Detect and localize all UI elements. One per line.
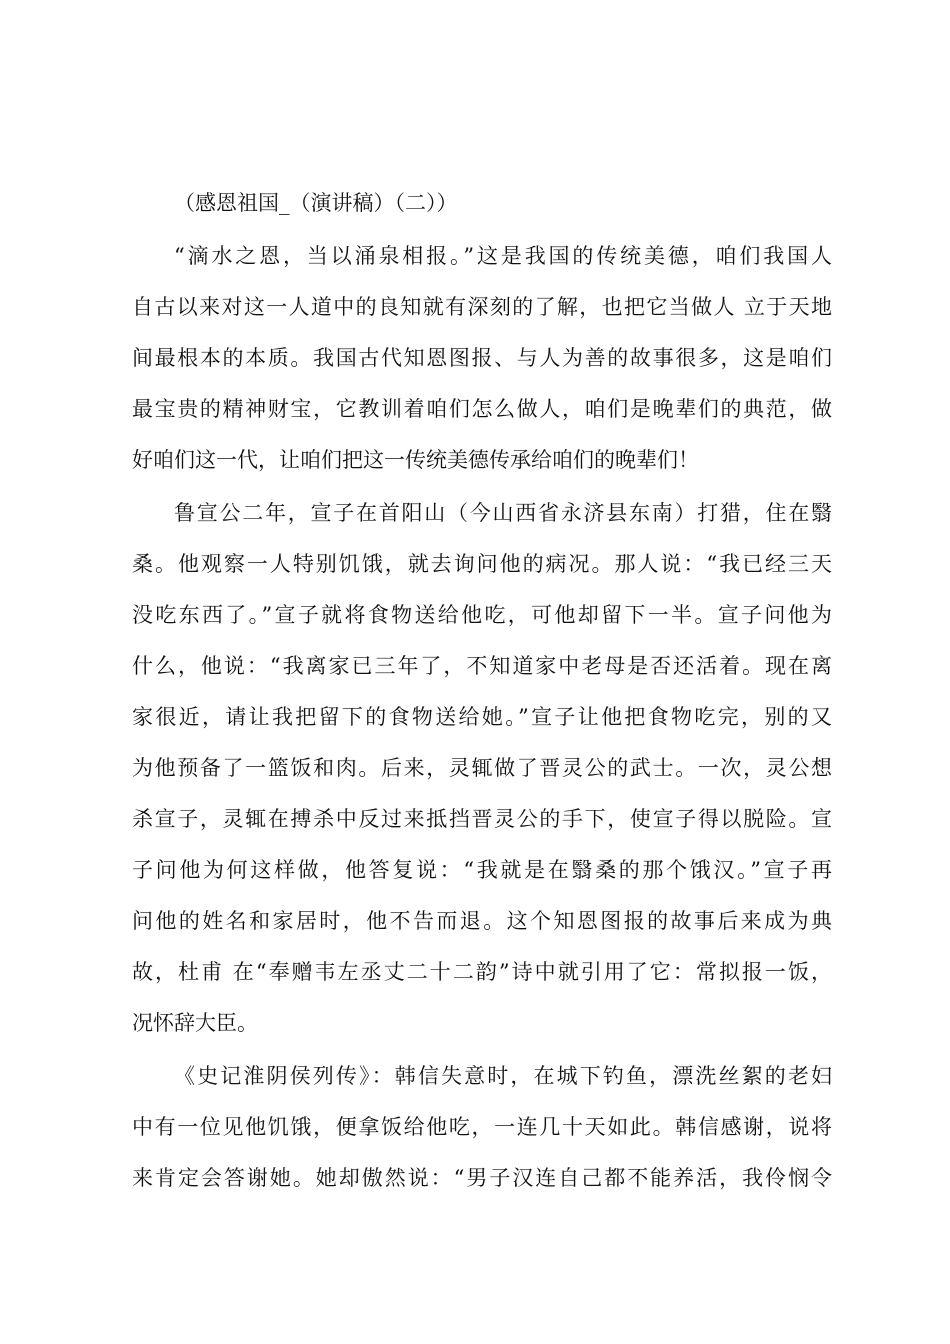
paragraph-3-line-3: 来肯定会答谢她。她却傲然说：“男子汉连自己都不能养活，我伶悯令: [132, 1166, 832, 1190]
document-title: （感恩祖国_（演讲稿）（二））: [174, 191, 458, 215]
paragraph-2-line-8: 子问他为何这样做，他答复说：“我就是在翳桑的那个饿汉。”宣子再: [132, 858, 832, 882]
paragraph-3-line-2: 中有一位见他饥饿，便拿饭给他吃，一连几十天如此。韩信感谢，说将: [132, 1115, 832, 1139]
paragraph-2-line-5: 家很近，请让我把留下的食物送给她。”宣子让他把食物吃完，别的又: [132, 705, 832, 729]
paragraph-2-line-2: 桑。他观察一人特别饥饿，就去询问他的病况。那人说：“我已经三天: [132, 552, 832, 576]
paragraph-1-line-5: 好咱们这一代，让咱们把这一传统美德传承给咱们的晚辈们！: [132, 448, 699, 472]
paragraph-2-line-3: 没吃东西了。”宣子就将食物送给他吃，可他却留下一半。宣子问他为: [132, 603, 832, 627]
paragraph-1-line-1: “滴水之恩，当以涌泉相报。”这是我国的传统美德，咱们我国人: [174, 244, 832, 268]
paragraph-2-line-10: 故，杜甫 在“奉赠韦左丞丈二十二韵”诗中就引用了它：常拟报一饭，: [132, 960, 832, 984]
paragraph-2-line-11: 况怀辞大臣。: [132, 1011, 258, 1035]
paragraph-2-line-4: 什么，他说：“我离家已三年了，不知道家中老母是否还活着。现在离: [132, 654, 832, 678]
paragraph-1-line-4: 最宝贵的精神财宝，它教训着咱们怎么做人，咱们是晚辈们的典范，做: [132, 397, 832, 421]
paragraph-3-line-1: 《史记淮阴侯列传》：韩信失意时，在城下钓鱼，漂洗丝絮的老妇: [174, 1064, 832, 1088]
paragraph-1-line-2: 自古以来对这一人道中的良知就有深刻的了解，也把它当做人 立于天地: [132, 295, 832, 319]
paragraph-2-line-9: 问他的姓名和家居时，他不告而退。这个知恩图报的故事后来成为典: [132, 909, 832, 933]
paragraph-2-line-6: 为他预备了一篮饭和肉。后来，灵辄做了晋灵公的武士。一次，灵公想: [132, 756, 832, 780]
paragraph-2-line-7: 杀宣子，灵辄在搏杀中反过来抵挡晋灵公的手下，使宣子得以脱险。宣: [132, 807, 832, 831]
paragraph-2-line-1: 鲁宣公二年，宣子在首阳山（今山西省永济县东南）打猎，住在翳: [174, 501, 832, 525]
paragraph-1-line-3: 间最根本的本质。我国古代知恩图报、与人为善的故事很多，这是咱们: [132, 346, 832, 370]
